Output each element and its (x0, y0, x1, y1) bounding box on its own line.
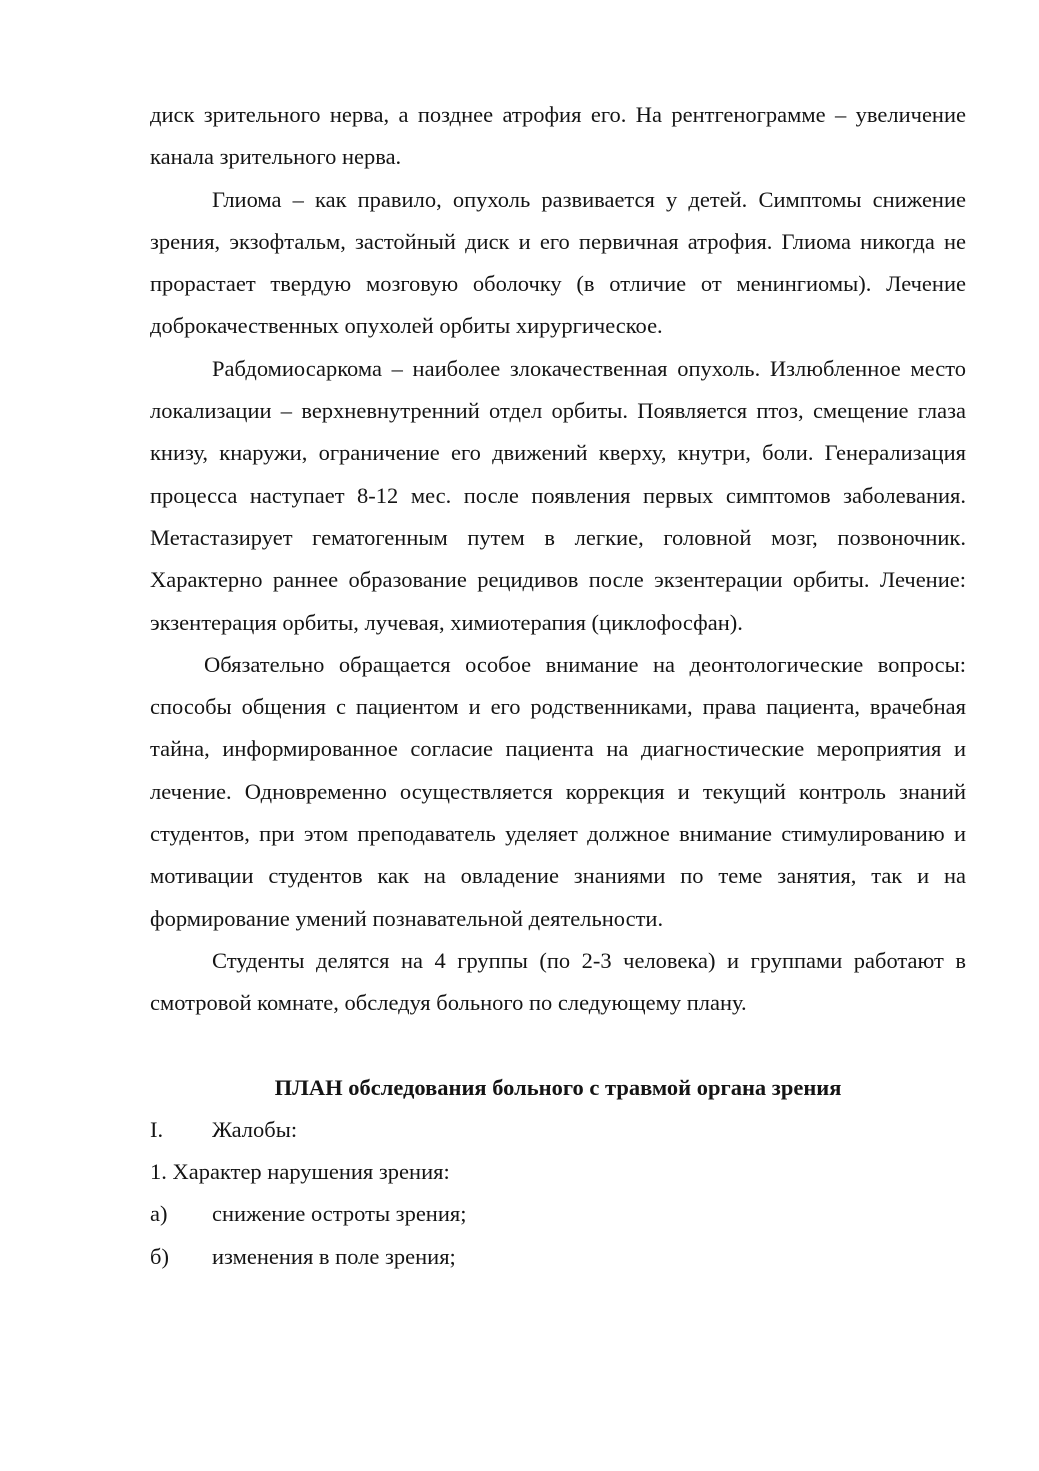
blank-line (150, 1025, 966, 1067)
plan-subitem (150, 1236, 966, 1278)
paragraph-glioma: Глиома – как правило, опухоль развивается у детей. Симптомы снижение зрения, экзофтальм, застойный диск и его первичная атрофия. Глиома никогда не прорастает твердую мозговую оболочку (в отличие от менингиомы). Лечение доброкачественных опухолей орбиты хирургическое. (150, 186, 966, 339)
paragraph-rhabdomyosarcoma: Рабдомиосаркома – наиболее злокачественная опухоль. Излюбленное место локализации – верхневнутренний отдел орбиты. Появляется птоз, смещение глаза книзу, кнаружи, ограничение его движений кверху, кнутри, боли. Генерализация процесса наступает 8-12 мес. после появления первых симптомов заболевания. Метастазирует гематогенным путем в легкие, головной мозг, позвоночник. Характерно раннее образование рецидивов после экзентерации орбиты. Лечение: экзентерация орбиты, лучевая, химиотерапия (циклофосфан). (150, 355, 966, 635)
plan-section-complaints (150, 1109, 966, 1151)
paragraph-optic-nerve: диск зрительного нерва, а позднее атрофия его. На рентгенограмме – увеличение канала зрительного нерва. (150, 102, 966, 170)
plan-subitem (150, 1193, 966, 1235)
section-label: Жалобы: (212, 1116, 298, 1142)
plan-heading: ПЛАН обследования больного с травмой органа зрения (274, 1074, 842, 1100)
subitem-text: изменения в поле зрения; (212, 1243, 456, 1269)
subitem-marker: б) (150, 1243, 169, 1269)
paragraph-deontology: Обязательно обращается особое внимание на деонтологические вопросы: способы общения с пациентом и его родственниками, права пациента, врачебная тайна, информированное согласие пациента на диагностические мероприятия и лечение. Одновременно осуществляется коррекция и текущий контроль знаний студентов, при этом преподаватель уделяет должное внимание стимулированию и мотивации студентов как на овладение знаниями по теме занятия, так и на формирование умений познавательной деятельности. (150, 651, 966, 931)
subitem-marker: а) (150, 1201, 168, 1227)
paragraph-student-groups: Студенты делятся на 4 группы (по 2-3 человека) и группами работают в смотровой комнате, обследуя больного по следующему плану. (150, 947, 966, 1016)
section-marker: I. (150, 1116, 164, 1142)
subitem-text: снижение остроты зрения; (212, 1201, 467, 1227)
plan-item-vision-disorder: 1. Характер нарушения зрения: (150, 1159, 450, 1185)
document-page (150, 94, 966, 1278)
